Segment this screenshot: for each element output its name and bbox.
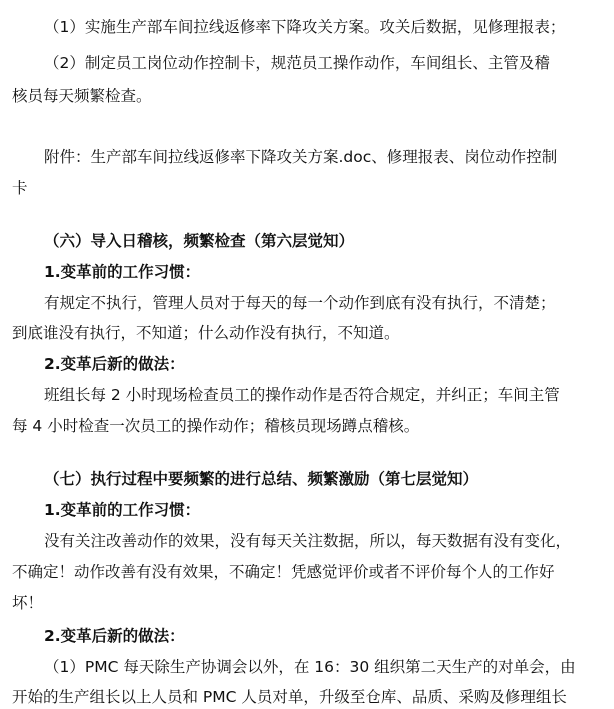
section-7-point-1-line-1: （1）PMC 每天除生产协调会以外，在 16：30 组织第二天生产的对单会，由 [44,658,576,676]
section-7-body-1-line-1: 没有关注改善动作的效果，没有每天关注数据，所以，每天数据有没有变化， [44,532,572,550]
section-6-heading-1: 1.变革前的工作习惯： [44,263,201,281]
section-6-body-1-line-2: 到底谁没有执行，不知道；什么动作没有执行，不知道。 [12,324,400,342]
section-6-body-2-line-1: 班组长每 2 小时现场检查员工的操作动作是否符合规定，并纠正；车间主管 [44,386,560,404]
paragraph-2-line-1: （2）制定员工岗位动作控制卡，规范员工操作动作，车间组长、主管及稽 [44,54,550,72]
section-6-body-1-line-1: 有规定不执行，管理人员对于每天的每一个动作到底有没有执行，不清楚； [44,294,556,312]
section-7-heading-2: 2.变革后新的做法： [44,627,185,645]
paragraph-2-line-2: 核员每天频繁检查。 [12,87,152,105]
section-7-heading-1: 1.变革前的工作习惯： [44,501,201,519]
section-7-title: （七）执行过程中要频繁的进行总结、频繁激励（第七层觉知） [44,470,479,488]
attachment-line-1: 附件：生产部车间拉线返修率下降攻关方案.doc、修理报表、岗位动作控制 [44,148,558,166]
section-6-body-2-line-2: 每 4 小时检查一次员工的操作动作；稽核员现场蹲点稽核。 [12,417,420,435]
section-6-heading-2: 2.变革后新的做法： [44,355,185,373]
section-7-point-1-line-2: 开始的生产组长以上人员和 PMC 人员对单，升级至仓库、品质、采购及修理组长 [12,688,567,706]
section-6-title: （六）导入日稽核，频繁检查（第六层觉知） [44,232,355,250]
attachment-line-2: 卡 [12,179,28,197]
paragraph-1: （1）实施生产部车间拉线返修率下降攻关方案。攻关后数据，见修理报表； [44,18,566,36]
section-7-body-1-line-2: 不确定！动作改善有没有效果，不确定！凭感觉评价或者不评价每个人的工作好 [12,563,555,581]
section-7-body-1-line-3: 坏！ [12,594,44,612]
